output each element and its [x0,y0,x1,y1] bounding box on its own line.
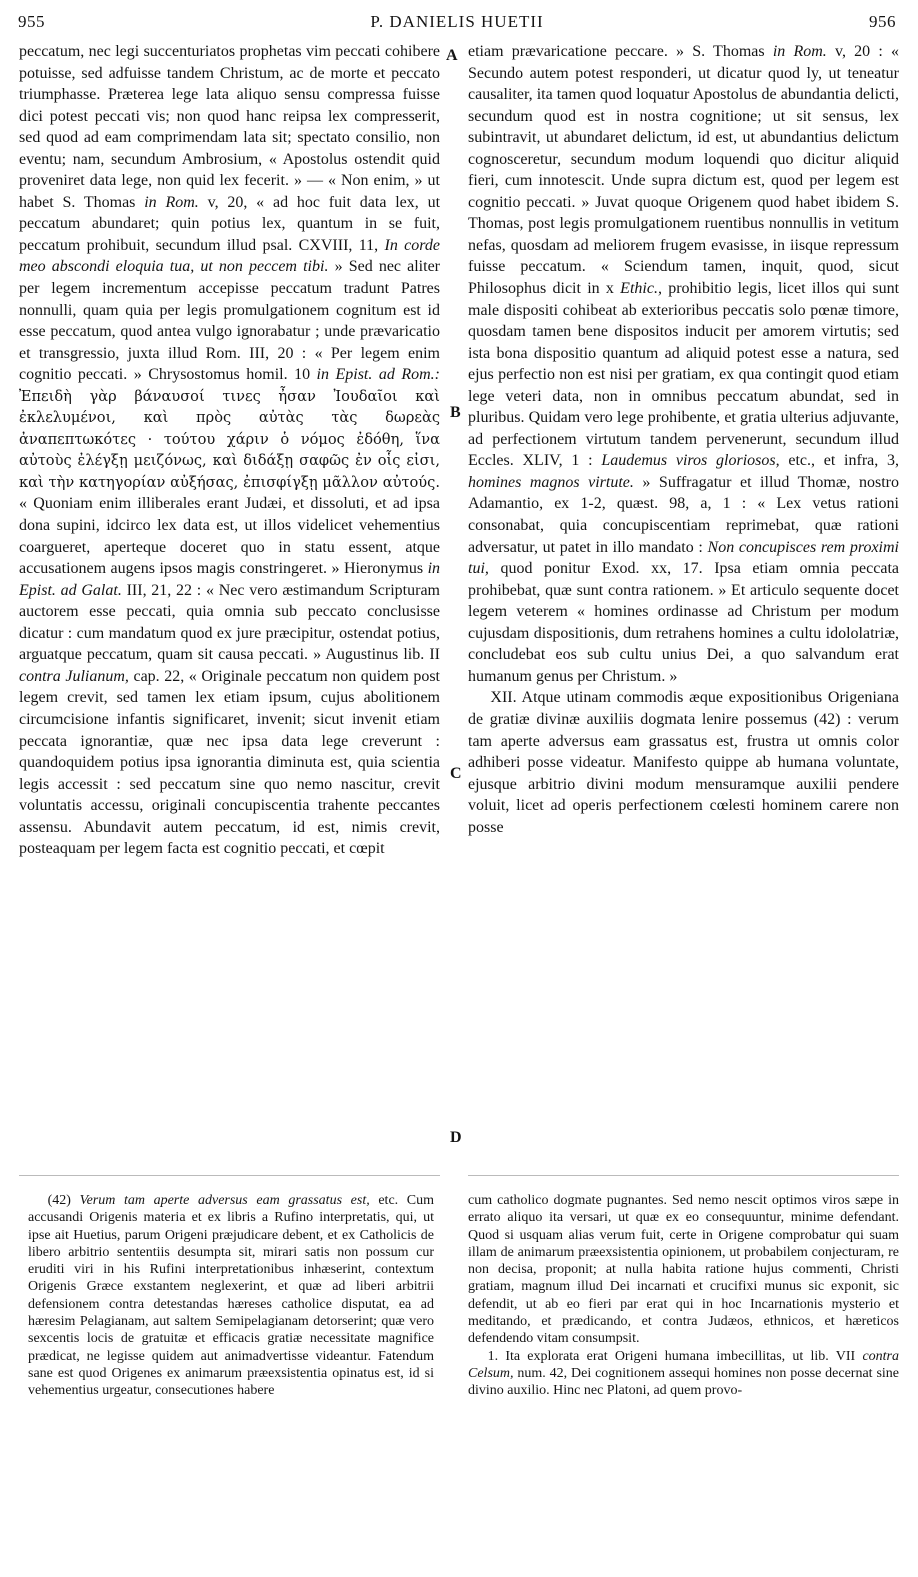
page-number-left: 955 [18,12,45,31]
greek-quotation: Ἐπειδὴ γὰρ βάναυσοί τινες ἦσαν Ἰουδαῖοι καὶ ἐκλελυμένοι, καὶ πρὸς αὐτὰς τὰς δωρεὰς ἀναπεπτωκότες · τούτου χάριν ὁ νόμος ἐδόθη, ἵνα αὐτοὺς ἐλέγξῃ μειζόνως, καὶ διδάξῃ σαφῶς ἐν οἷς εἰσι, καὶ τὴν κατηγορίαν αὐξήσας, ἐπισφίγξῃ μᾶλλον αὐτούς. [19,387,440,491]
left-column [19,41,440,1166]
footnote-left [28,1192,434,1536]
footnote-number: (42) [47,1193,71,1208]
margin-letter-b: B [450,404,461,421]
margin-letter-c: C [450,765,462,782]
footnote-right [468,1192,899,1572]
running-title: P. DANIELIS HUETII [370,12,544,31]
footnote-continuation: cum catholico dogmate pugnantes. Sed nemo nescit optimos viros sæpe in errato aliquo ita versari, ut quæ ex eo consequuntur, minime defendant. Quod si usquam alias verum fuit, certe in Origene comprobatur qui suam illam de animarum præexsistentia opinionem, ut probabilem conjecturam, re non decisa, proponit; at nulla habita ratione hujus commenti, Christi gratiam, magnum illud Dei incarnati et crucifixi munus sic exponit, sic defendit, ut ab eo fieri par erat qui in hoc Incarnationis mysterio et meditando, et prædicando, et contra Judæos, ethnicos, et hæreticos defendendo vitam consumpsit. [468,1193,899,1347]
page-number-right: 956 [869,12,896,31]
footnote-divider-right [468,1175,899,1176]
margin-letter-d: D [450,1129,462,1146]
footnote-42: (42) Verum tam aperte adversus eam grassatus est, etc. Cum accusandi Origenis materia et ex libris a Rufino interpretatis, qui, ut ipse ait Huetius, parum Origeni præjudicare debent, et ex Catholicis de libero arbitrio sententiis desumpta sit, mirari satis non possum cur eruditi viri in his Rufini interpretationibus inhæserint, contextum Origenis Græce exstantem neglexerint, et quæ ad liberi arbitrii defensionem contra detestandas hæreses catholice disputat, ea ad hæresim Pelagianam, aut saltem Semipelagianam detorserint; quæ vero sexcentis locis de gratuitæ et efficacis gratiæ necessitate magnifice prædicat, ne legisse quidem aut animadvertisse videantur. Fatendum sane est quod Origenes ex animarum præexsistentia opinatus est, id si vehementius urgeatur, consecutiones habere [28,1193,434,1399]
margin-letter-a: A [446,47,458,64]
right-column [468,41,899,1166]
footnote-divider-left [19,1175,440,1176]
page-header [18,8,896,38]
left-column-text: peccatum, nec legi succenturiatos prophetas vim peccati cohibere potuisse, sed adfuisse tandem Christum, ac de morte et peccato triumphasse. Præterea lege lata aliquo sensu compressa fuisse dici potest peccati vis; non quod hanc reipsa lex compresserit, sed quod ad eam comprimendam lata sit; spectato consilio, non eventu; nam, secundum Ambrosium, « Apostolus ostendit quid proveniret data lege, non quid lex fecerit. » — « Non enim, » ut habet S. Thomas in Rom. v, 20, « ad hoc fuit data lex, ut peccatum abundaret; quin potius lex, quantum in se fuit, peccatum prohibuit, secundum illud psal. CXVIII, 11, In corde meo abscondi eloquia tua, ut non peccem tibi. » Sed nec aliter per legem incrementum accepisse peccatum tradunt Patres nonnulli, quam quia per legis promulgationem cognitum est id esse peccatum, quod antea vulgo ignorabatur ; unde prævaricatio et transgressio, juxta illud Rom. III, 20 : « Per legem enim cognitio peccati. » Chrysostomus homil. 10 in Epist. ad Rom.: Ἐπειδὴ γὰρ βάναυσοί τινες ἦσαν Ἰουδαῖοι καὶ ἐκλελυμένοι, καὶ πρὸς αὐτὰς τὰς δωρεὰς ἀναπεπτωκότες · τούτου χάριν ὁ νόμος ἐδόθη, ἵνα αὐτοὺς ἐλέγξῃ μειζόνως, καὶ διδάξῃ σαφῶς ἐν οἷς εἰσι, καὶ τὴν κατηγορίαν αὐξήσας, ἐπισφίγξῃ μᾶλλον αὐτούς. « Quoniam enim illiberales erant Judæi, et dissoluti, et ad ipsa dona supini, idcirco lex data est, ut illos videlicet vehementius coargueret, aperteque doceret quo in statu essent, atque accusationem augens ipsos magis constringeret. » Hieronymus in Epist. ad Galat. III, 21, 22 : « Nec vero æstimandum Scripturam auctorem esse peccati, quia omnia sub peccato conclusisse dicatur : cum mandatum quod ex jure præcipitur, ostendat potius, arguatque peccatum, quam sit causa peccati. » Augustinus lib. II contra Julianum, cap. 22, « Originale peccatum non quidem post legem crevit, sed tamen lex etiam ipsum, cujus abolitionem circumcisione infantis significaret, invenit; sicut invenit etiam peccata ignorantiæ, quæ nec ipsa data lege creverunt : quandoquidem potius ipsa ignorantia diminuta est, quia scientia legis accessit : sed peccatum sine quo nemo nascitur, crevit voluntatis accessu, originali concupiscentia trahente peccantes assensu. Abundavit autem peccatum, id est, nimis crevit, posteaquam per legem facta est cognitio peccati, et cœpit [19,43,440,858]
right-column-text: etiam prævaricatione peccare. » S. Thomas in Rom. v, 20 : « Secundo autem potest responderi, ut dicatur quod ly, ut teneatur causaliter, ita tamen quod loquatur Apostolus de abundantia delicti, secundum quod est in nostra cognitione; ut sit sensus, lex subintravit, ut abundaret delictum, id est, ut abundantius delictum cognosceretur, secundum modum loquendi quo dicitur aliquid fieri, cum innotescit. Unde supra dictum est, quod per legem est cognitio peccati. » Juvat quoque Origenem quod habet ibidem S. Thomas, post legis promulgationem ruentibus nonnullis in vetitum nefas, quosdam ad meliorem frugem evasisse, in iisque repressum fuisse peccatum. « Sciendum tamen, inquit, quod, sicut Philosophus dicit in x Ethic., prohibitio legis, licet illos qui sunt male dispositi cohibeat ab exterioribus peccatis solo pœnæ timore, quosdam tamen bene dispositos inducit per amorem virtutis; sed ista bona dispositio quantum ad aliquid potest esse a natura, sed ejus perfectio non est nisi per gratiam, ex qua contingit quod etiam lege veteri data, non in omnibus peccatum abundat, sed in pluribus. Quidam vero lege prohibente, et gratia ulterius adjuvante, ad perfectionem virtutum tandem pervenerunt, secundum illud Eccles. XLIV, 1 : Laudemus viros gloriosos, etc., et infra, 3, homines magnos virtute. » Suffragatur et illud Thomæ, nostro Adamantio, ex 1-2, quæst. 98, a, 1 : « Lex vetus rationi consonabat, quia concupiscentiam reprimebat, quæ rationi adversatur, ut patet in illo mandato : Non concupisces rem proximi tui, quod ponitur Exod. xx, 17. Ipsa etiam omnia peccata prohibebat, quæ sunt contra rationem. » Et articulo sequente docet legem veterem « homines ordinasse ad Christum per modum cujusdam dispositionis, dum retrahens homines a cultu idololatriæ, concludebat eos sub cultu unius Dei, a quo salvandum erat humanum genus per Christum. » [468,43,899,685]
section-xii-paragraph: XII. Atque utinam commodis æque expositionibus Origeniana de gratiæ divinæ auxiliis dogmata lenire possemus (42) : verum tam aperte adversus eam grassatus est, frustra ut omnis color adhiberi posse videatur. Manifesto quippe ab humana voluntate, ejusque arbitrio divini modum mensuramque auxilii pendere voluit, licet ad operis perfectionem cœlesti hominem carere non posse [468,689,899,836]
footnote-item-1: 1. Ita explorata erat Origeni humana imbecillitas, ut lib. VII contra Celsum, num. 42, Dei cognitionem assequi homines non posse decernat sine divino auxilio. Hinc nec Platoni, ad quem provo- [468,1348,899,1399]
